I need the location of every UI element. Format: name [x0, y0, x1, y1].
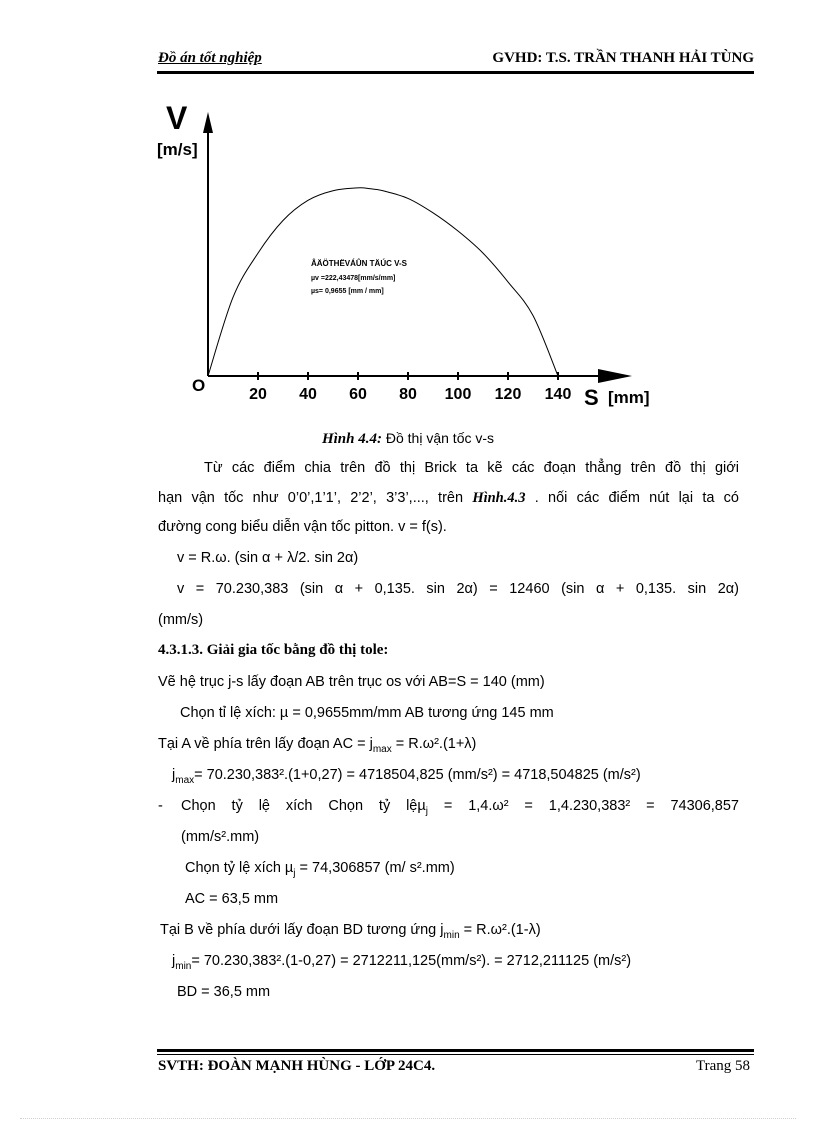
text-line-scale-j	[181, 798, 739, 817]
footer-page-number: Trang 58	[695, 1058, 750, 1074]
header-title: Đồ án tốt nghiệp	[158, 50, 262, 66]
text-line-mu-j	[185, 860, 455, 879]
y-axis-unit: [m/s]	[157, 140, 198, 159]
footer-rule-thick	[157, 1049, 754, 1052]
text-line-jmax	[172, 767, 641, 786]
scale-j-sub: j	[425, 805, 428, 817]
chart-annotation-mu-s: µs= 0,9655 [mm / mm]	[311, 288, 384, 295]
text-line-bd	[160, 922, 541, 941]
section-heading: 4.3.1.3. Giải gia tốc bằng đồ thị tole:	[158, 642, 389, 658]
figure-reference: Hình.4.3	[472, 490, 526, 506]
header-rule	[157, 71, 754, 74]
caption-sep: :	[376, 431, 382, 447]
mu-j-sub: j	[293, 867, 296, 879]
text-line-ac-length: AC = 63,5 mm	[185, 891, 279, 907]
header-supervisor: GVHD: T.S. TRẦN THANH HẢI TÙNG	[492, 50, 754, 66]
text-line-scale: Chọn tỉ lệ xích: µ = 0,9655mm/mm AB tương ứng 145 mm	[180, 705, 554, 721]
jmax-symbol: j	[172, 767, 176, 783]
jmin-sub: min	[175, 960, 192, 972]
equation-velocity-unit: (mm/s)	[158, 612, 204, 628]
x-tick-label: 20	[249, 386, 267, 403]
page-bottom-dotted-rule	[20, 1118, 796, 1119]
x-tick-labels	[249, 386, 571, 403]
caption-text: Đồ thị vận tốc v-s	[381, 430, 495, 446]
x-tick-label: 120	[494, 386, 522, 403]
y-axis-arrow	[203, 112, 213, 133]
equation-velocity-numeric: v = 70.230,383 (sin α + 0,135. sin 2α) = 12460 (sin α + 0,135. sin 2α)	[177, 581, 739, 597]
origin-label: O	[192, 376, 206, 395]
mu-j-value: = 74,306857 (m/ s².mm)	[295, 860, 455, 876]
bullet-dash: -	[158, 798, 163, 814]
paragraph-line-2	[158, 490, 739, 507]
x-axis-unit: [mm]	[608, 388, 650, 407]
chart-annotation-mu-v: µv =222,43478[mm/s/mm]	[311, 275, 396, 282]
y-axis-label: V	[166, 100, 188, 136]
jmax-sub: max	[175, 774, 195, 786]
x-tick-label: 40	[299, 386, 317, 403]
paragraph-line-3: đường cong biểu diễn vận tốc pitton. v = f(s).	[158, 519, 447, 535]
footer-student: SVTH: ĐOÀN MẠNH HÙNG - LỚP 24C4.	[158, 1058, 436, 1074]
x-axis-label: S	[584, 385, 599, 410]
paragraph-line-1: Từ các điểm chia trên đồ thị Brick ta kẽ các đoạn thẳng trên đồ thị giới	[204, 460, 739, 476]
bd-sub: min	[443, 929, 460, 941]
ac-sub: max	[372, 743, 392, 755]
scale-j-text: Chọn tỷ lệ xích Chọn tỷ lệµ	[181, 798, 426, 814]
bd-formula: = R.ω².(1-λ)	[459, 922, 541, 938]
jmin-value: = 70.230,383².(1-0,27) = 2712211,125(mm/s²). = 2712,211125 (m/s²)	[191, 953, 632, 969]
figure-caption	[0, 430, 816, 448]
text-line-scale-unit: (mm/s².mm)	[181, 829, 260, 845]
p1-line2-text: hạn vận tốc như 0’0’,1’1’, 2’2’, 3’3’,..., trên	[158, 490, 473, 506]
ac-formula: = R.ω².(1+λ)	[391, 736, 477, 752]
jmax-value: = 70.230,383².(1+0,27) = 4718504,825 (mm/s²) = 4718,504825 (m/s²)	[194, 767, 641, 783]
p1-line2-tail: . nối các điểm nút lại ta có	[525, 490, 739, 506]
mu-j-text: Chọn tỷ lệ xích µ	[185, 860, 294, 876]
text-line-ac	[158, 736, 476, 755]
bd-text: Tại B về phía dưới lấy đoạn BD tương ứng j	[160, 922, 444, 938]
x-tick-label: 80	[399, 386, 417, 403]
x-tick-label: 60	[349, 386, 367, 403]
ac-text: Tại A về phía trên lấy đoạn AC = j	[158, 736, 373, 752]
x-tick-label: 140	[544, 386, 572, 403]
equation-velocity-general: v = R.ω. (sin α + λ/2. sin 2α)	[177, 550, 359, 566]
x-axis-arrow	[598, 369, 632, 383]
caption-label: Hình 4.4	[321, 431, 377, 447]
velocity-chart	[150, 95, 670, 415]
chart-title: ÂÄÖTHËVÁÛN TÄÚC V-S	[311, 259, 408, 268]
footer-rule-thin	[157, 1054, 754, 1055]
text-line-bd-length: BD = 36,5 mm	[177, 984, 271, 1000]
jmin-symbol: j	[172, 953, 176, 969]
x-tick-label: 100	[444, 386, 472, 403]
scale-j-formula: = 1,4.ω² = 1,4.230,383² = 74306,857	[427, 798, 739, 814]
text-line-jmin	[172, 953, 631, 972]
text-line-axes: Vẽ hệ trục j-s lấy đoạn AB trên trục os với AB=S = 140 (mm)	[158, 674, 545, 690]
